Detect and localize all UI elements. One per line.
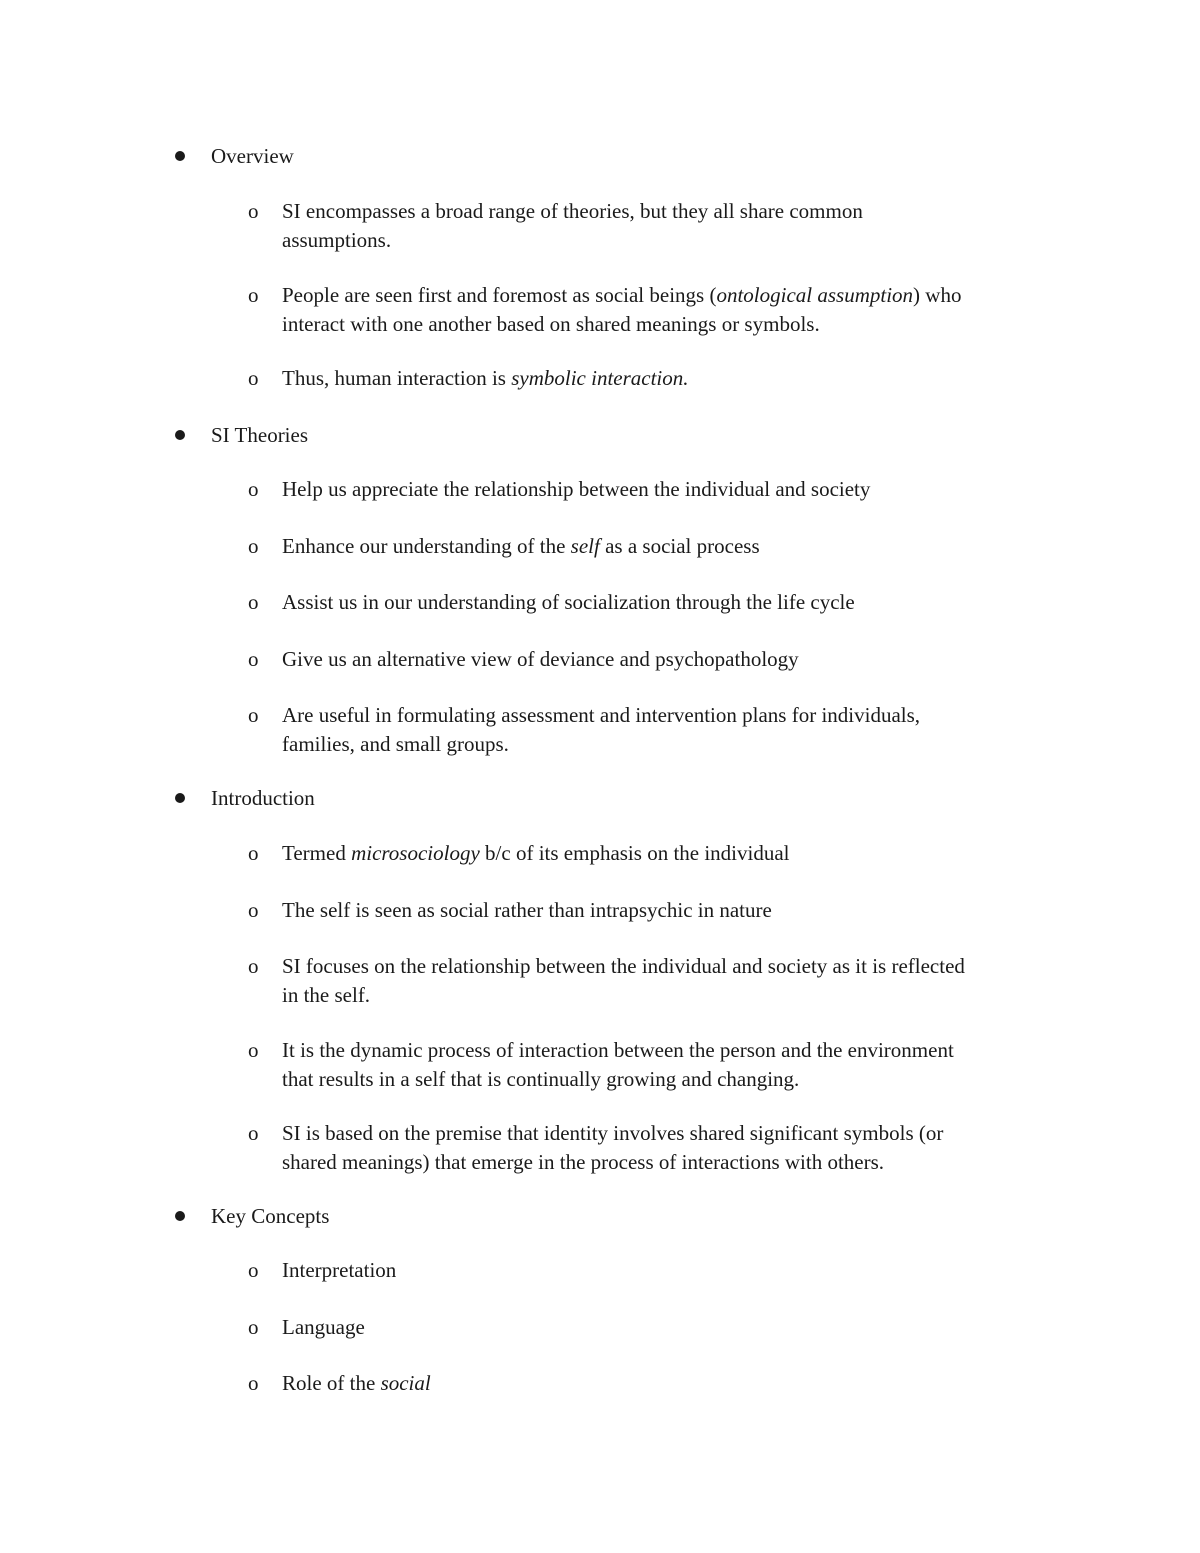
outline-section bbox=[0, 1202, 1200, 1395]
text-line bbox=[282, 1148, 1062, 1177]
list-item-text bbox=[282, 645, 1062, 674]
list-item-text bbox=[282, 475, 1062, 504]
section-heading: Introduction bbox=[211, 786, 315, 810]
text-run: Interpretation bbox=[282, 1258, 397, 1282]
circle-bullet-icon: o bbox=[248, 590, 259, 614]
list-item-text bbox=[282, 1369, 1062, 1398]
outline-section bbox=[0, 421, 1200, 756]
italic-term: microsociology bbox=[351, 841, 480, 865]
text-line bbox=[282, 310, 1062, 339]
text-run: Enhance our understanding of the bbox=[282, 533, 571, 558]
text-run: Thus, human interaction is bbox=[282, 366, 512, 390]
section-heading-row bbox=[0, 1202, 1200, 1232]
text-run: Give us an alternative view of deviance and psychopathology bbox=[282, 646, 799, 671]
list-item-text bbox=[282, 839, 1062, 868]
bullet-icon bbox=[175, 1211, 185, 1221]
list-item-text bbox=[282, 1313, 1062, 1342]
list-item-text bbox=[282, 281, 1062, 339]
text-run: SI encompasses a broad range of theories, but they all share common bbox=[282, 199, 863, 223]
list-item-text bbox=[282, 896, 1062, 925]
circle-bullet-icon: o bbox=[248, 703, 259, 727]
list-item-text bbox=[282, 1036, 1062, 1094]
bullet-icon bbox=[175, 430, 185, 440]
circle-bullet-icon: o bbox=[248, 841, 259, 865]
bullet-icon bbox=[175, 793, 185, 803]
circle-bullet-icon: o bbox=[248, 477, 259, 501]
text-run: Termed bbox=[282, 841, 352, 865]
text-run: in the self. bbox=[282, 983, 371, 1007]
text-run: as a social process bbox=[599, 533, 760, 558]
text-line bbox=[282, 645, 1062, 674]
section-heading: Overview bbox=[211, 144, 294, 168]
italic-term: social bbox=[380, 1371, 431, 1395]
text-run: The self is seen as social rather than intrapsychic in nature bbox=[282, 897, 772, 922]
circle-bullet-icon: o bbox=[248, 1314, 259, 1339]
text-line bbox=[282, 226, 1062, 255]
text-line bbox=[282, 197, 1062, 226]
text-run: b/c of its emphasis on the individual bbox=[479, 841, 790, 865]
list-item-text bbox=[282, 532, 1062, 561]
circle-bullet-icon: o bbox=[248, 1258, 259, 1282]
outline-section bbox=[0, 142, 1200, 390]
text-run: shared meanings) that emerge in the process of interactions with others. bbox=[282, 1150, 885, 1174]
circle-bullet-icon: o bbox=[248, 1121, 259, 1145]
text-run: families, and small groups. bbox=[282, 732, 509, 756]
text-run: It is the dynamic process of interaction between the person and the environment bbox=[282, 1037, 954, 1062]
text-run: People are seen first and foremost as social beings ( bbox=[282, 282, 717, 307]
text-line bbox=[282, 364, 1062, 393]
text-run: Assist us in our understanding of socialization through the life cycle bbox=[282, 590, 855, 614]
text-run: SI is based on the premise that identity involves shared significant symbols (or bbox=[282, 1121, 944, 1145]
text-run: that results in a self that is continually growing and changing. bbox=[282, 1066, 800, 1091]
list-item-text bbox=[282, 1119, 1062, 1177]
text-line bbox=[282, 1065, 1062, 1094]
section-heading-row bbox=[0, 421, 1200, 451]
section-heading-row bbox=[0, 784, 1200, 814]
text-line bbox=[282, 475, 1062, 504]
circle-bullet-icon: o bbox=[248, 533, 259, 558]
circle-bullet-icon: o bbox=[248, 954, 259, 978]
list-item-text bbox=[282, 197, 1062, 255]
section-heading-row bbox=[0, 142, 1200, 172]
circle-bullet-icon: o bbox=[248, 366, 259, 390]
text-line bbox=[282, 896, 1062, 925]
section-heading: Key Concepts bbox=[211, 1204, 330, 1228]
text-line bbox=[282, 1036, 1062, 1065]
list-item-text bbox=[282, 952, 1062, 1010]
text-run: Language bbox=[282, 1314, 365, 1339]
text-run: ) who bbox=[913, 282, 962, 307]
circle-bullet-icon: o bbox=[248, 897, 259, 922]
outline-section bbox=[0, 784, 1200, 1174]
text-line bbox=[282, 952, 1062, 981]
text-line bbox=[282, 1369, 1062, 1398]
list-item-text bbox=[282, 364, 1062, 393]
section-heading: SI Theories bbox=[211, 423, 309, 447]
text-line bbox=[282, 281, 1062, 310]
text-line bbox=[282, 981, 1062, 1010]
text-line bbox=[282, 588, 1062, 617]
text-run: assumptions. bbox=[282, 228, 392, 252]
list-item-text bbox=[282, 701, 1062, 759]
text-run: Are useful in formulating assessment and intervention plans for individuals, bbox=[282, 703, 921, 727]
italic-term: ontological assumption bbox=[716, 282, 914, 307]
circle-bullet-icon: o bbox=[248, 646, 259, 671]
circle-bullet-icon: o bbox=[248, 1371, 259, 1395]
text-run: interact with one another based on shared meanings or symbols. bbox=[282, 311, 820, 336]
text-line bbox=[282, 1313, 1062, 1342]
text-line bbox=[282, 1256, 1062, 1285]
text-line bbox=[282, 839, 1062, 868]
italic-term: self bbox=[570, 533, 600, 558]
list-item-text bbox=[282, 588, 1062, 617]
text-line bbox=[282, 730, 1062, 759]
text-line bbox=[282, 701, 1062, 730]
italic-term: symbolic interaction. bbox=[511, 366, 689, 390]
text-run: Role of the bbox=[282, 1371, 381, 1395]
circle-bullet-icon: o bbox=[248, 1037, 259, 1062]
list-item-text bbox=[282, 1256, 1062, 1285]
text-run: Help us appreciate the relationship between the individual and society bbox=[282, 477, 871, 501]
text-run: SI focuses on the relationship between the individual and society as it is reflected bbox=[282, 954, 965, 978]
text-line bbox=[282, 532, 1062, 561]
text-line bbox=[282, 1119, 1062, 1148]
circle-bullet-icon: o bbox=[248, 282, 259, 307]
bullet-icon bbox=[175, 151, 185, 161]
circle-bullet-icon: o bbox=[248, 199, 259, 223]
